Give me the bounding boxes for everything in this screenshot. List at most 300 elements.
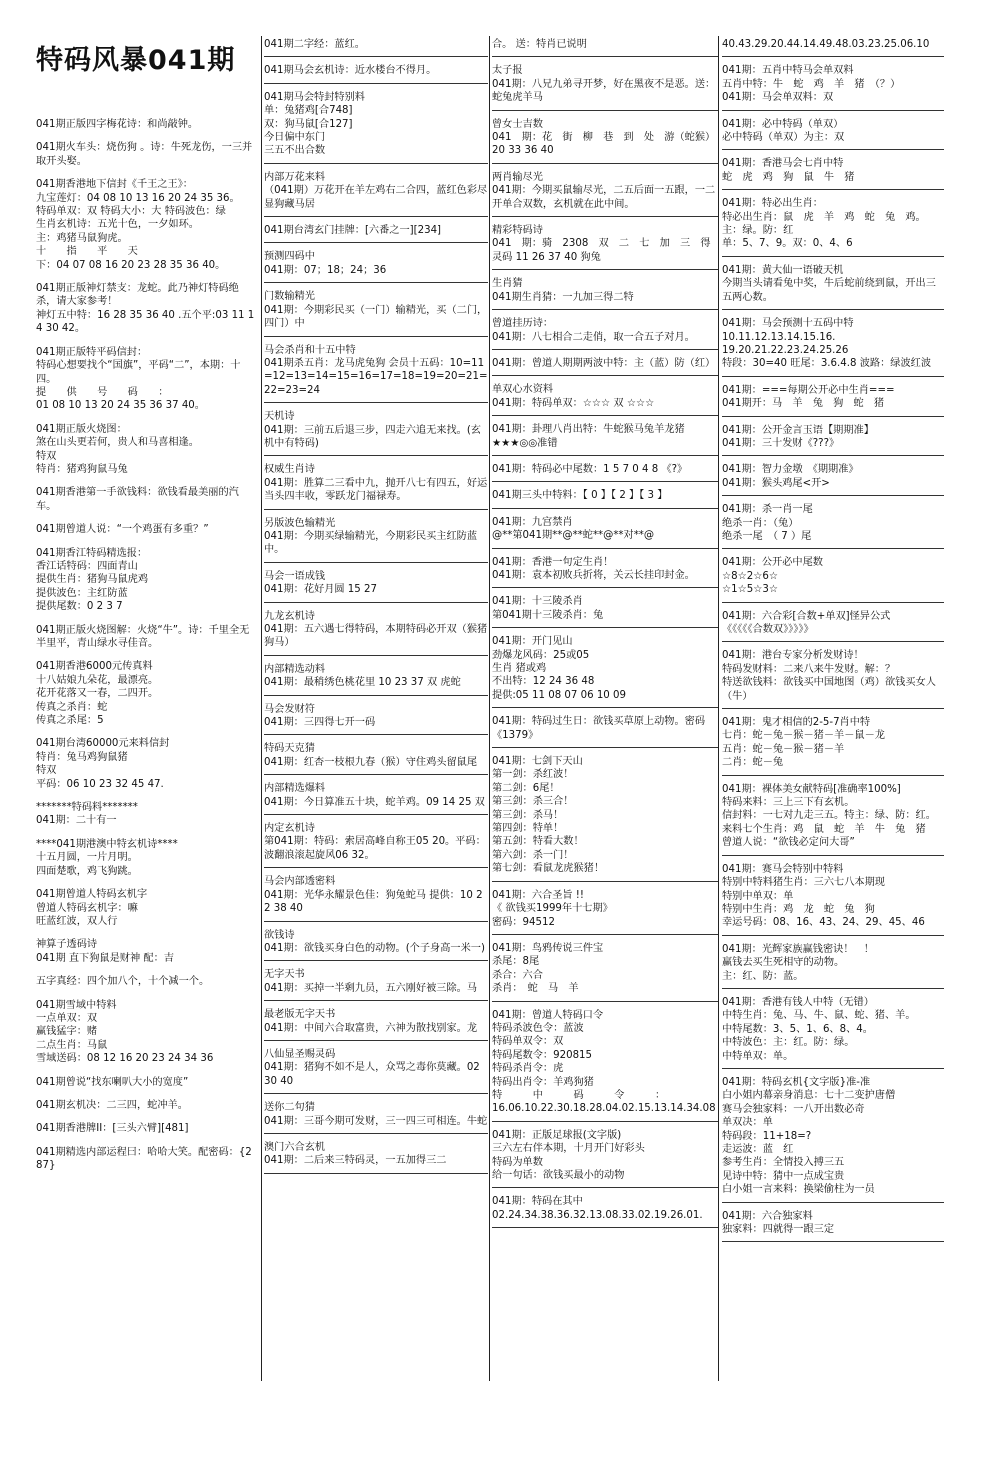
text-block: [722, 384, 944, 417]
text-block: [264, 410, 488, 456]
text-line: 041期：六合彩[合数+单双]怪异公式: [722, 610, 891, 622]
text-block: [36, 975, 258, 988]
text-line: 041期：特码玄机{文字版}准-准: [722, 1076, 871, 1088]
text-line: 主：红、防：蓝。: [722, 970, 804, 982]
text-line: 041期：十三陵杀肖: [492, 596, 583, 608]
text-line: 单：5、7、9。双：0、4、6: [722, 238, 853, 250]
text-block: [722, 716, 944, 776]
text-line: 提供:05 11 08 07 06 10 09: [492, 689, 626, 701]
text-line: 第五剑：特看大数！: [492, 836, 584, 848]
text-line: 041期：港台专家分析发财诗！: [722, 650, 864, 662]
text-line: 40.43.29.20.44.14.49.48.03.23.25.06.10: [722, 39, 930, 50]
text-line: 九宝莲灯：04 08 10 13 16 20 24 35 36。: [36, 192, 240, 204]
text-line: 041期台湾60000元来料信封: [36, 738, 170, 750]
text-block: [722, 463, 944, 496]
text-line: 特肖：兔马鸡狗鼠猪: [36, 751, 128, 763]
text-line: 马会一语成钱: [264, 570, 326, 582]
text-line: 041期正版四字梅花诗：和尚敲钟。: [36, 119, 199, 130]
text-line: 香江话特码：四面青山: [36, 560, 138, 572]
text-line: 绝杀一肖：（兔）: [722, 517, 799, 529]
text-line: 041期：花好月圆 15 27: [264, 584, 377, 596]
text-block: [264, 38, 488, 57]
text-line: 041期：八兄九弟寻开梦，好在黑夜不是恶。送：蛇兔虎羊马: [492, 78, 716, 104]
text-line: 赛马会独家料：一八开出数必奇: [722, 1103, 865, 1115]
text-line: 送你二句猜: [264, 1102, 315, 1114]
text-line: 蛇 虎 鸡 狗 鼠 牛 猪: [722, 171, 855, 183]
text-line: 特别中特料猪生肖：三六七八本期现: [722, 877, 885, 889]
text-line: 绝杀一尾 （ 7 ）尾: [722, 530, 812, 542]
text-line: 五肖：蛇－兔－猴－猪－羊: [722, 743, 845, 755]
text-line: 单双决：单: [722, 1117, 773, 1129]
text-block: [492, 383, 718, 416]
text-line: 来料七个生肖：鸡 鼠 蛇 羊 牛 兔 猪: [722, 823, 926, 835]
text-line: 密码：94512: [492, 916, 555, 928]
text-line: 041期二字经：蓝红。: [264, 39, 365, 50]
text-line: 内定玄机诗: [264, 823, 315, 835]
text-line: 特肖：猪鸡狗鼠马兔: [36, 463, 128, 475]
text-line: *******特码料*******: [36, 802, 138, 814]
text-block: [492, 1009, 718, 1122]
text-line: 041期：三四得七开一码: [264, 717, 376, 729]
text-line: ☆1☆5☆3☆: [722, 584, 778, 596]
text-line: 平码：06 10 23 32 45 47.: [36, 778, 164, 790]
text-line: 三六左右伴本期，十月开门好彩头: [492, 1143, 645, 1155]
text-line: 信封料：一七对九走三五。特主：绿、防：红。: [722, 810, 936, 822]
text-block: [36, 660, 258, 727]
text-line: 041期：七剑下天山: [492, 756, 583, 768]
text-line: 041期：最稍绣色桃花里 10 23 37 双 虎蛇: [264, 677, 461, 689]
page-title: 特码风暴041期: [36, 45, 236, 76]
text-block: [264, 968, 488, 1001]
text-line: @**第041期**@**蛇**@**对**@: [492, 530, 655, 542]
text-line: 041期：中间六合取富贵，六神为散找别家。龙: [264, 1022, 478, 1034]
text-line: 041期：07；18；24；36: [264, 264, 387, 276]
text-block: [264, 875, 488, 921]
text-line: 预测四码中: [264, 251, 315, 263]
text-line: 生肖 猪或鸡: [492, 663, 547, 674]
text-line: 041期：曾道人期期两波中特：主（蓝）防（红）: [492, 357, 716, 369]
text-block: [264, 822, 488, 868]
text-line: 041期：杀一肖一尾: [722, 504, 813, 516]
text-line: 特码心想要找个“国旗”，平码“二”，本期：十四。: [36, 360, 241, 385]
text-block: [722, 118, 944, 151]
text-line: 041期：欲钱买身白色的动物。(个子身高一米一): [264, 942, 485, 954]
text-line: 神灯五中特：16 28 35 36 40 .五个平:03 11 14 30 42。: [36, 309, 255, 335]
text-line: 041期：鸟鸦传说三件宝: [492, 942, 604, 954]
text-line: 马会杀肖和十五中特: [264, 344, 356, 356]
text-line: 中特单双：单。: [722, 1050, 794, 1062]
column-2: [264, 38, 488, 1378]
text-line: 给一句话：欲钱买最小的动物: [492, 1170, 625, 1181]
text-line: 内部万花来料: [264, 171, 326, 183]
text-block: [36, 118, 258, 131]
text-line: 《《《《《合数双》》》》》: [722, 624, 814, 635]
text-line: 雪域送码：08 12 16 20 23 24 34 36: [36, 1053, 214, 1065]
text-line: 041期：三前五后退三步，四走六追无来找。(玄机中有特码): [264, 424, 481, 449]
text-line: 第二剑：6尾！: [492, 782, 560, 794]
text-line: 041期：公开金言玉语【期期准】: [722, 424, 874, 436]
text-line: 19.20.21.22.23.24.25.26: [722, 344, 849, 356]
text-block: [264, 703, 488, 736]
text-line: 特码出肖令：羊鸡狗猪: [492, 1076, 594, 1088]
text-line: 特双: [36, 765, 57, 777]
text-line: 041期：五肖中特马会单双料: [722, 65, 854, 77]
text-line: 生肖猜: [492, 278, 523, 290]
text-line: 041期台湾玄门挂牌：[六番之一][234]: [264, 225, 442, 237]
text-block: [264, 1008, 488, 1041]
text-line: 第三剑：杀三合！: [492, 796, 574, 808]
text-block: [722, 424, 944, 457]
text-line: 02.24.34.38.36.32.13.08.33.02.19.26.01.: [492, 1209, 703, 1221]
text-line: 041期：猪狗不如不是人，众骂之毒你莫藏。02 30 40: [264, 1062, 480, 1087]
text-block: [492, 423, 718, 456]
text-line: 041期：香港有钱人中特（无错）: [722, 996, 874, 1008]
text-block: [36, 282, 258, 336]
text-line: 赢钱去买生死相守的动物。: [722, 957, 845, 969]
text-line: 天机诗: [264, 411, 295, 423]
text-line: 041期：香港马会七肖中特: [722, 158, 844, 170]
text-line: ★★★◎◎准错: [492, 437, 558, 449]
text-block: [492, 1129, 718, 1189]
text-line: 二肖：蛇－兔: [722, 757, 784, 769]
text-line: 幸运号码：08、16、43、24、29、45、46: [722, 917, 925, 929]
text-block: [264, 1101, 488, 1134]
text-line: 特码单双：双 特码大小：大 特码波色：绿: [36, 206, 226, 218]
text-line: 041期：买掉一半剩九员，五六刚好被三除。马: [264, 982, 478, 994]
text-line: 必中特码（单双）为主：双: [722, 132, 845, 144]
text-line: 041期精选内部运程曰：哈哈大笑。配密码：{287}: [36, 1146, 252, 1172]
text-line: 041期正版火烧图：: [36, 423, 127, 435]
text-line: 041期：今期买鼠输尽光，二五后面一五跟，一二开单合双数，玄机就在此中间。: [492, 185, 716, 210]
text-line: ☆8☆2☆6☆: [722, 570, 778, 582]
text-line: 041期：开门见山: [492, 636, 573, 648]
text-line: 八仙显圣赐灵码: [264, 1048, 336, 1060]
text-line: 神算子透码诗: [36, 939, 98, 951]
text-block: [722, 943, 944, 989]
text-block: [36, 801, 258, 828]
text-line: 杀肖： 蛇 马 羊: [492, 983, 579, 995]
text-line: 澳门六合玄机: [264, 1141, 326, 1153]
text-line: 中特生肖：兔、马、牛、鼠、蛇、猪、羊。: [722, 1010, 916, 1022]
text-line: 041期：今期买绿输精光，今期彩民买主红防蓝中。: [264, 530, 478, 556]
text-line: 五字真经：四个加八个，十个减一个。: [36, 976, 210, 988]
text-line: 041期：二后来三特码灵，一五加得三二: [264, 1155, 447, 1167]
text-line: 赢钱猛字：赌: [36, 1026, 98, 1038]
text-block: [492, 64, 718, 110]
text-block: [264, 64, 488, 83]
text-block: [264, 517, 488, 563]
text-block: [492, 755, 718, 882]
text-block: [36, 838, 258, 878]
text-block: [492, 942, 718, 1002]
text-block: [492, 317, 718, 350]
text-block: [722, 863, 944, 936]
text-line: 十 指 平 天: [36, 246, 138, 258]
text-block: [36, 1076, 258, 1089]
text-line: 特码尾数令：920815: [492, 1049, 593, 1061]
text-line: 041期：三十发财《???》: [722, 437, 840, 449]
text-block: [36, 1099, 258, 1112]
text-line: 生肖玄机诗：五光十色，一夕如环。: [36, 219, 199, 231]
text-line: 041期玄机决：二三四，蛇冲羊。: [36, 1099, 188, 1111]
text-line: 041期雪域中特料: [36, 999, 117, 1011]
text-line: 特段：30=40 旺尾：3.6.4.8 波路：绿波红波: [722, 358, 932, 370]
text-block: [264, 610, 488, 656]
text-line: 精彩特码诗: [492, 225, 543, 237]
text-block: [36, 624, 258, 651]
text-line: 041期：智力金墩 《期期准》: [722, 464, 859, 476]
text-line: 041期：特码在其中: [492, 1196, 583, 1208]
text-line: 马会发财符: [264, 703, 315, 715]
column-4: [722, 38, 944, 1378]
text-block: [492, 715, 718, 748]
text-line: 041期：二十有一: [36, 815, 117, 827]
text-line: 欲钱诗: [264, 929, 295, 941]
text-block: [36, 1122, 258, 1135]
text-block: [264, 250, 488, 283]
text-block: [722, 1076, 944, 1203]
text-line: 041期：今期彩民买（一门）输精光，买（二门，四门）中: [264, 304, 488, 330]
text-line: 十八姑娘九朵花，最漂亮。: [36, 674, 159, 686]
text-block: [492, 595, 718, 628]
text-line: 内部精选动料: [264, 663, 326, 675]
text-block: [36, 737, 258, 791]
text-block: [264, 91, 488, 164]
text-line: 041期：赛马会特别中特料: [722, 863, 844, 875]
text-block: [264, 663, 488, 696]
text-line: 最老版无字天书: [264, 1009, 336, 1021]
text-line: 白小姐内幕亲身消息：七十二变护唐僧: [722, 1090, 896, 1102]
text-line: 下：04 07 08 16 20 23 28 35 36 40。: [36, 259, 226, 271]
text-line: 041期：正版足球报(文字版): [492, 1129, 622, 1141]
column-divider: [489, 36, 490, 1381]
text-line: 《 欲钱买1999年十七期》: [492, 903, 613, 915]
text-line: 特码杀波色令：蓝波: [492, 1022, 584, 1034]
text-line: 特送欲钱料：欲钱买中国地图（鸡）欲钱买女人（牛）: [722, 677, 936, 702]
text-line: 041期：胜算二三看中九，抛开八七有四五，好运当头四丰收，零跃龙门福禄寿。: [264, 477, 488, 503]
text-line: 走运波：蓝 红: [722, 1144, 794, 1155]
text-line: 041期：六合圣旨 !!: [492, 889, 584, 901]
text-line: 041期：猴头鸡尾<开>: [722, 477, 830, 489]
text-line: 特别中单双：单: [722, 890, 794, 902]
text-line: 参考生肖：全情投入搏三五: [722, 1157, 845, 1169]
text-line: 第三剑：杀马！: [492, 809, 564, 821]
text-line: 一点单双：双: [36, 1012, 98, 1024]
text-line: 特码天克猜: [264, 743, 315, 755]
text-line: 041期：八七相合二走俏，取一合五子对月。: [492, 331, 695, 343]
text-line: 权威生肖诗: [264, 464, 315, 476]
text-line: 第六剑：杀一门！: [492, 849, 574, 861]
text-line: 041期：五六遇七得特码，本期特码必开双（猴猪狗马）: [264, 624, 488, 649]
text-line: 041期曾道人说：“一个鸡蛋有多重？”: [36, 524, 209, 536]
text-line: 041期马会特封特别料: [264, 91, 365, 103]
text-block: [722, 64, 944, 110]
text-line: 041期：香港一句定生肖！: [492, 556, 614, 568]
text-block: [492, 277, 718, 310]
text-line: 041期三头中特料：【 0 】【 2 】【 3 】: [492, 490, 668, 502]
text-line: 传真之杀尾：5: [36, 715, 104, 727]
text-line: 两肖输尽光: [492, 171, 543, 183]
text-block: [36, 547, 258, 614]
text-line: 041期杀五肖：龙马虎兔狗 会员十五码：10=11=12=13=14=15=16=17=18=19=20=21=22=23=24: [264, 357, 488, 396]
text-line: 提 供 号 码 ：: [36, 386, 169, 398]
text-block: [36, 178, 258, 272]
text-line: 七肖：蛇－兔－猴－猪－羊－鼠－龙: [722, 730, 885, 742]
text-block: [492, 516, 718, 549]
text-block: [492, 38, 718, 57]
text-line: 041期：黄大仙一语破天机: [722, 264, 844, 276]
text-line: 第七剑：看鼠龙虎猴猪！: [492, 863, 605, 875]
text-line: 特双: [36, 450, 57, 462]
text-line: 041期：公开必中尾数: [722, 557, 823, 569]
text-line: 花开花落又一春，二四开。: [36, 688, 159, 700]
text-line: 马会内部透密料: [264, 876, 336, 888]
text-line: 041期香江特码精选报：: [36, 547, 148, 559]
text-block: [36, 523, 258, 536]
text-block: [36, 999, 258, 1066]
text-line: 杀尾：8尾: [492, 956, 540, 968]
text-line: 特别中生肖：鸡 龙 蛇 兔 狗: [722, 903, 875, 915]
text-line: 曾道挂历诗：: [492, 318, 554, 330]
text-line: 内部精选爆料: [264, 783, 326, 795]
text-line: 第041期：特码：索居高峰自称王05 20。平码：波翻浪滚起旋风06 32。: [264, 836, 486, 861]
text-line: 不出特：12 24 36 48: [492, 676, 595, 688]
text-line: 10.11.12.13.14.15.16.: [722, 331, 836, 343]
text-line: 041期：六合独家料: [722, 1210, 813, 1222]
text-block: [36, 888, 258, 928]
text-block: [722, 783, 944, 856]
text-line: 杀合：六合: [492, 969, 543, 981]
text-line: 九龙玄机诗: [264, 610, 315, 622]
text-line: 劲爆龙风码：25或05: [492, 649, 590, 661]
text-line: 煞在山头更若何，贵人和马喜相逢。: [36, 437, 199, 449]
text-line: 特 中 码 令 ：: [492, 1089, 666, 1101]
text-line: 中特尾数：3、5、1、6、8、4。: [722, 1023, 873, 1035]
text-line: 双：狗马鼠[合127]: [264, 118, 353, 130]
text-block: [722, 610, 944, 643]
text-line: 041期：特码必中尾数：1 5 7 0 4 8 《?》: [492, 463, 688, 475]
text-line: 041期马会玄机诗：近水楼台不得月。: [264, 65, 437, 77]
text-block: [492, 118, 718, 164]
text-line: 041期：===每期公开必中生肖===: [722, 384, 895, 396]
text-line: 见诗中特：猜中一点成宝贵: [722, 1170, 845, 1182]
text-line: 041期曾说“找东喇叭大小的宽度”: [36, 1076, 189, 1088]
text-block: [492, 224, 721, 270]
text-line: 041期香港牌II：[三头六臂][481]: [36, 1123, 189, 1135]
text-block: [264, 1141, 488, 1174]
text-line: 无字天书: [264, 969, 305, 981]
text-block: [264, 463, 488, 509]
text-block: [722, 503, 944, 549]
text-block: [492, 556, 718, 589]
text-line: 今日偏中东门: [264, 132, 326, 144]
text-line: （041期）万花开在羊左鸡右二合四，蓝红色彩尽显狗藏马居: [264, 185, 488, 210]
text-line: 十五月圆，一片月明。: [36, 852, 138, 864]
text-line: 曾道人特码玄机字：嘛: [36, 902, 138, 914]
text-line: 合。 送：特肖已说明: [492, 39, 587, 50]
text-line: 提供尾数：0 2 3 7: [36, 601, 123, 613]
text-line: 第一剑：杀红波！: [492, 769, 574, 781]
text-block: [264, 1048, 488, 1094]
text-block: [722, 649, 944, 709]
text-line: 单：兔猪鸡[合748]: [264, 105, 353, 117]
text-line: 白小姐一言来料：换梁偷柱为一员: [722, 1184, 875, 1196]
text-block: [264, 742, 488, 775]
text-block: [722, 556, 944, 602]
text-line: 提供生肖：猪狗马鼠虎鸡: [36, 574, 149, 586]
column-1: [36, 118, 258, 1458]
text-block: [36, 141, 258, 168]
text-line: 旺蓝红波，双人行: [36, 915, 118, 927]
text-line: 041期：袁本初败兵折将，关云长挂印封金。: [492, 569, 695, 581]
text-block: [492, 889, 718, 935]
text-line: 041期：特必出生肖：: [722, 198, 823, 210]
text-line: 另版波色输精光: [264, 517, 336, 529]
text-line: 门数输精光: [264, 291, 315, 303]
text-block: [492, 357, 718, 376]
text-line: 16.06.10.22.30.18.28.04.02.15.13.14.34.08: [492, 1103, 716, 1115]
text-line: 五肖中特：牛 蛇 鸡 羊 猪 （？）: [722, 78, 901, 90]
text-line: 041 期：骑 2308 双 二 七 加 三 得 灵码 11 26 37 40 狗兔: [492, 238, 721, 263]
text-line: 01 08 10 13 20 24 35 36 37 40。: [36, 400, 205, 412]
text-line: 特码段：11+18=?: [722, 1130, 812, 1142]
text-block: [36, 423, 258, 477]
text-line: 特码杀肖令：虎: [492, 1063, 564, 1075]
text-block: [492, 1195, 718, 1228]
text-line: 单双心水资料: [492, 384, 554, 396]
text-line: 特码发财料：二来八来牛发财。解：？: [722, 663, 896, 675]
text-line: 041期曾道人特码玄机字: [36, 889, 148, 901]
text-line: 041期生肖猜：一九加三得二特: [492, 291, 634, 303]
text-line: 041期：特码过生日：欲钱买草原上动物。密码《1379》: [492, 716, 706, 741]
text-line: 041期：必中特码（单双）: [722, 118, 844, 130]
text-block: [492, 463, 718, 482]
text-line: 特码为单数: [492, 1156, 543, 1168]
text-line: 041期：今日算准五十块，蛇羊鸡。09 14 25 双: [264, 796, 485, 808]
text-line: 曾道人说：“欲钱必定问大哥”: [722, 837, 855, 849]
text-line: 主：鸡猪马鼠狗虎。: [36, 232, 128, 244]
text-block: [722, 38, 944, 57]
text-line: 041期香港6000元传真料: [36, 661, 153, 673]
text-line: 三五不出合数: [264, 145, 326, 157]
text-block: [722, 1210, 944, 1243]
text-block: [264, 570, 488, 603]
text-line: 041期：特码单双：☆☆☆ 双 ☆☆☆: [492, 397, 655, 409]
text-line: ****041期港澳中特玄机诗****: [36, 838, 178, 850]
text-line: 传真之杀肖：蛇: [36, 701, 108, 713]
text-line: 041期正版神灯禁支：龙蛇。此乃神灯特码绝杀，请大家参考！: [36, 283, 239, 308]
text-line: 特码来料：三上三下有玄机。: [722, 797, 855, 809]
text-block: [264, 929, 488, 962]
text-line: 041期正版火烧图解：火烧“牛”。诗：千里全无半里平，青山绿水寻佳音。: [36, 624, 250, 649]
text-block: [722, 197, 944, 257]
text-block: [264, 344, 488, 404]
text-line: 曾女士吉数: [492, 118, 543, 130]
text-block: [264, 290, 488, 336]
text-block: [722, 264, 944, 310]
text-block: [722, 317, 944, 377]
text-line: 第041期十三陵杀肖：兔: [492, 609, 604, 621]
text-line: 041期：马会预测十五码中特: [722, 318, 854, 330]
text-line: 041期：裸体美女献特码[准确率100%]: [722, 783, 901, 795]
text-block: [492, 489, 718, 508]
text-line: 二点生肖：马鼠: [36, 1039, 108, 1051]
column-3: [492, 38, 721, 1378]
text-line: 特码单双令：双: [492, 1036, 564, 1048]
text-line: 提供波色：主红防蓝: [36, 587, 128, 599]
text-line: 第四剑：特单！: [492, 823, 564, 835]
text-line: 041期火车头：烧伤狗 。诗：牛死龙伤，一三并取开头娶。: [36, 142, 253, 167]
